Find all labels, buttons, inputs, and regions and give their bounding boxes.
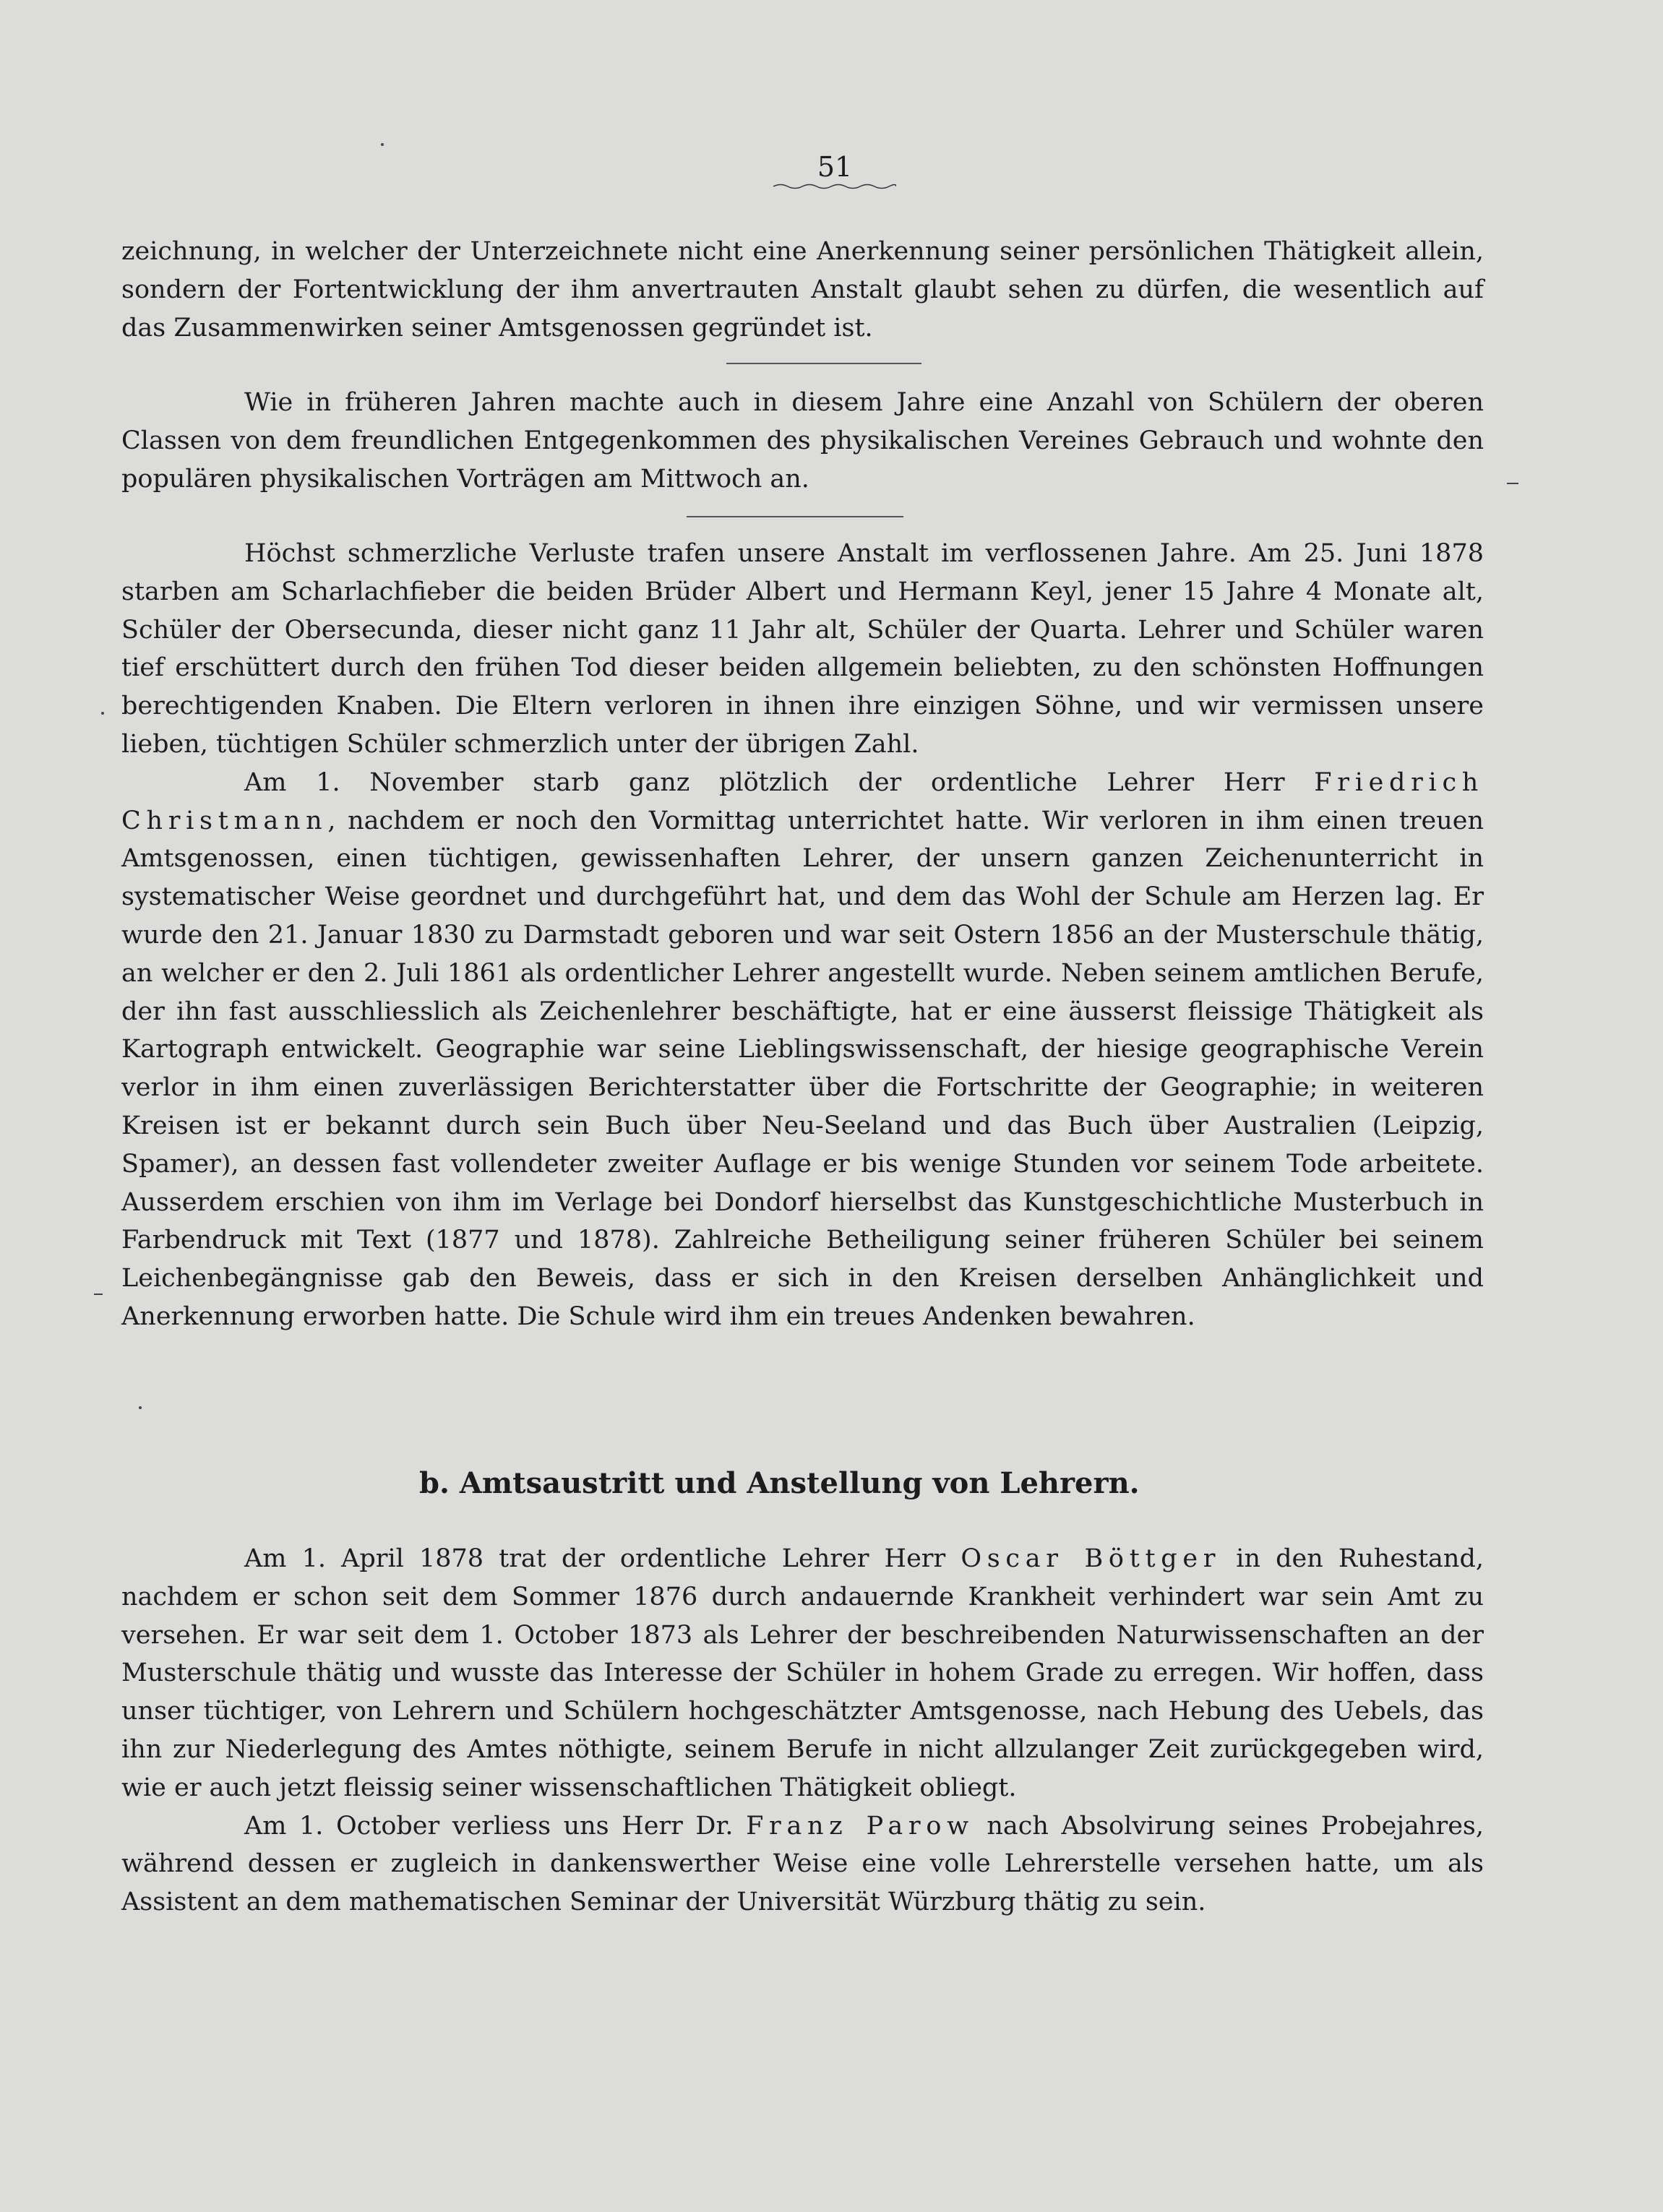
margin-dot (381, 143, 384, 146)
margin-dot (101, 712, 104, 715)
margin-mark (1507, 483, 1518, 484)
section-divider (687, 516, 903, 517)
losses-block (121, 535, 1484, 1336)
continuation-block (121, 233, 1484, 347)
physical-society-paragraph: Wie in früheren Jahren machte auch in diesem Jahre eine Anzahl von Schülern der oberen Classen von dem freundlichen Entgegenkommen des physikalischen Vereines Gebrauch und wohnte den populären physikalischen Vorträgen am Mittwoch an. (121, 388, 1484, 494)
parow-intro: Am 1. October verliess uns Herr Dr. (244, 1811, 747, 1841)
christmann-body: , nachdem er noch den Vormittag unterrichtet hatte. Wir verloren in ihm einen treuen Amtsgenossen, einen tüchtigen, gewissenhaften Lehrer, der unsern ganzen Zeichenunterricht in systematischer Weise geordnet und durchgeführt hat, und dem das Wohl der Schule am Herzen lag. Er wurde den 21. Januar 1830 zu Darmstadt geboren und war seit Ostern 1856 an der Musterschule thätig, an welcher er den 2. Juli 1861 als ordentlicher Lehrer angestellt wurde. Neben seinem amtlichen Berufe, der ihn fast ausschliesslich als Zeichenlehrer beschäftigte, hat er eine äusserst fleissige Thätigkeit als Kartograph entwickelt. Geographie war seine Lieblingswissenschaft, der hiesige geographische Verein verlor in ihm einen zuverlässigen Berichterstatter über die Fortschritte der Geographie; in weiteren Kreisen ist er bekannt durch sein Buch über Neu-Seeland und das Buch über Australien (Leipzig, Spamer), an dessen fast vollendeter zweiter Auflage er bis wenige Stunden vor seinem Tode arbeitete. Ausserdem erschien von ihm im Verlage bei Dondorf hierselbst das Kunstgeschichtliche Musterbuch in Farbendruck mit Text (1877 und 1878). Zahlreiche Betheiligung seiner früheren Schüler bei seinem Leichenbegängnisse gab den Beweis, dass er sich in den Kreisen derselben Anhänglichkeit und Anerkennung erworben hatte. Die Schule wird ihm ein treues Andenken bewahren. (121, 806, 1484, 1331)
boettger-intro: Am 1. April 1878 trat der ordentliche Lehrer Herr (244, 1544, 961, 1573)
parow-paragraph (121, 1807, 1484, 1921)
margin-mark (94, 1294, 103, 1295)
person-name-christmann: Friedrich Christmann (121, 767, 1484, 835)
physical-society-block (121, 384, 1484, 498)
person-name-parow: Franz Parow (746, 1811, 974, 1841)
section-heading: b. Amtsaustritt und Anstellung von Lehrern. (419, 1466, 1140, 1500)
boettger-paragraph (121, 1540, 1484, 1807)
christmann-intro: Am 1. November starb ganz plötzlich der ordentliche Lehrer Herr (244, 767, 1315, 797)
page-number-underline (773, 183, 896, 190)
section-divider (726, 363, 921, 364)
continuation-paragraph: zeichnung, in welcher der Unterzeichnete nicht eine Anerkennung seiner persönlichen Thätigkeit allein, sondern der Fortentwicklung der ihm anvertrauten Anstalt glaubt sehen zu dürfen, die wesentlich auf das Zusammenwirken seiner Amtsgenossen gegründet ist. (121, 237, 1484, 343)
margin-dot (139, 1406, 142, 1409)
page-number: 51 (817, 151, 853, 183)
keyl-brothers-paragraph: Höchst schmerzliche Verluste trafen unsere Anstalt im verflossenen Jahre. Am 25. Juni 1878 starben am Scharlachfieber die beiden Brüder Albert und Hermann Keyl, jener 15 Jahre 4 Monate alt, Schüler der Obersecunda, dieser nicht ganz 11 Jahr alt, Schüler der Quarta. Lehrer und Schüler waren tief erschüttert durch den frühen Tod dieser beiden allgemein beliebten, zu den schönsten Hoffnungen berechtigenden Knaben. Die Eltern verloren in ihnen ihre einzigen Söhne, und wir vermissen unsere lieben, tüchtigen Schüler schmerzlich unter der übrigen Zahl. (121, 539, 1484, 759)
parow-body: nach Absolvirung seines Probejahres, während dessen er zugleich in dankenswerther Weise eine volle Lehrerstelle versehen hatte, um als Assistent an dem mathematischen Seminar der Universität Würzburg thätig zu sein. (121, 1811, 1484, 1917)
boettger-body: in den Ruhestand, nachdem er schon seit dem Sommer 1876 durch andauernde Krankheit verhindert war sein Amt zu versehen. Er war seit dem 1. October 1873 als Lehrer der beschreibenden Naturwissenschaften an der Musterschule thätig und wusste das Interesse der Schüler in hohem Grade zu erregen. Wir hoffen, dass unser tüchtiger, von Lehrern und Schülern hochgeschätzter Amtsgenosse, nach Hebung des Uebels, das ihn zur Niederlegung des Amtes nöthigte, seinem Berufe in nicht allzulanger Zeit zurückgegeben wird, wie er auch jetzt fleissig seiner wissenschaftlichen Thätigkeit obliegt. (121, 1544, 1484, 1802)
christmann-paragraph (121, 764, 1484, 1336)
section-b-block (121, 1540, 1484, 1921)
person-name-boettger: Oscar Böttger (961, 1544, 1221, 1573)
